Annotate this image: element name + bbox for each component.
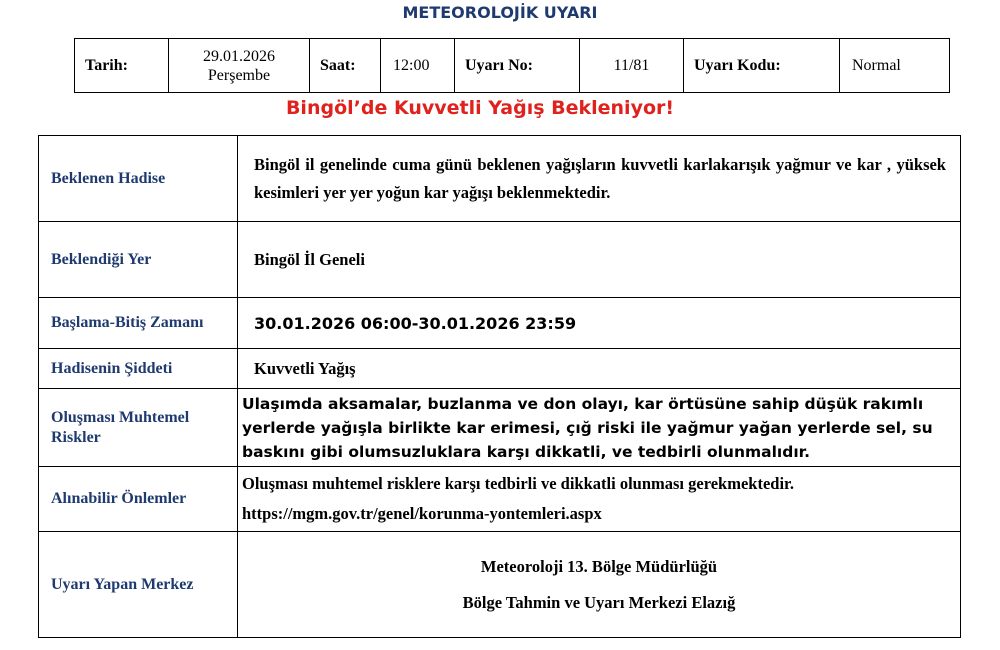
row-riskler — [39, 389, 961, 467]
row-siddet — [39, 349, 961, 389]
zaman-value: 30.01.2026 06:00-30.01.2026 23:59 — [238, 298, 961, 349]
siddet-label: Hadisenin Şiddeti — [39, 349, 238, 389]
onlemler-value: Oluşması muhtemel risklere karşı tedbirli ve dikkatli olunması gerekmektedir. — [242, 474, 794, 493]
row-onlemler — [39, 467, 961, 532]
onlemler-cell — [238, 467, 961, 532]
hadise-value: Bingöl il genelinde cuma günü beklenen yağışların kuvvetli karlakarışık yağmur ve kar , yüksek kesimleri yer yer yoğun kar yağışı beklenmektedir. — [238, 136, 961, 222]
warning-code-label: Uyarı Kodu: — [684, 39, 840, 93]
date-label: Tarih: — [75, 39, 169, 93]
warning-code-value: Normal — [840, 39, 950, 93]
onlemler-label: Alınabilir Önlemler — [39, 467, 238, 532]
yer-label: Beklendiği Yer — [39, 222, 238, 298]
warning-number-label: Uyarı No: — [455, 39, 580, 93]
riskler-value: Ulaşımda aksamalar, buzlanma ve don olayı, kar örtüsüne sahip düşük rakımlı yerlerde yağışla birlikte kar erimesi, çığ riski ile yağmur yağan yerlerde sel, su baskını gibi olumsuzluklara karşı dikkatli, ve tedbirli olunmalıdır. — [238, 389, 961, 467]
document-title: METEOROLOJİK UYARI — [402, 3, 598, 22]
merkez-label: Uyarı Yapan Merkez — [39, 532, 238, 638]
row-hadise — [39, 136, 961, 222]
siddet-value: Kuvvetli Yağış — [238, 349, 961, 389]
riskler-label: Oluşması Muhtemel Riskler — [39, 389, 238, 467]
merkez-cell — [238, 532, 961, 638]
row-yer — [39, 222, 961, 298]
time-value: 12:00 — [381, 39, 455, 93]
hadise-label: Beklenen Hadise — [39, 136, 238, 222]
date-value: 29.01.2026 — [203, 47, 275, 65]
row-zaman — [39, 298, 961, 349]
zaman-label: Başlama-Bitiş Zamanı — [39, 298, 238, 349]
warning-info-table — [74, 38, 950, 93]
time-label: Saat: — [310, 39, 381, 93]
merkez-line2: Bölge Tahmin ve Uyarı Merkezi Elazığ — [462, 592, 736, 612]
day-value: Perşembe — [207, 66, 271, 84]
merkez-line1: Meteoroloji 13. Bölge Müdürlüğü — [480, 556, 718, 576]
warning-details-table — [38, 135, 961, 638]
warning-headline: Bingöl’de Kuvvetli Yağış Bekleniyor! — [285, 97, 675, 119]
warning-number-value: 11/81 — [580, 39, 684, 93]
row-merkez — [39, 532, 961, 638]
onlemler-link[interactable]: https://mgm.gov.tr/genel/korunma-yontemleri.aspx — [242, 504, 602, 523]
yer-value: Bingöl İl Geneli — [238, 222, 961, 298]
date-cell — [169, 39, 310, 93]
